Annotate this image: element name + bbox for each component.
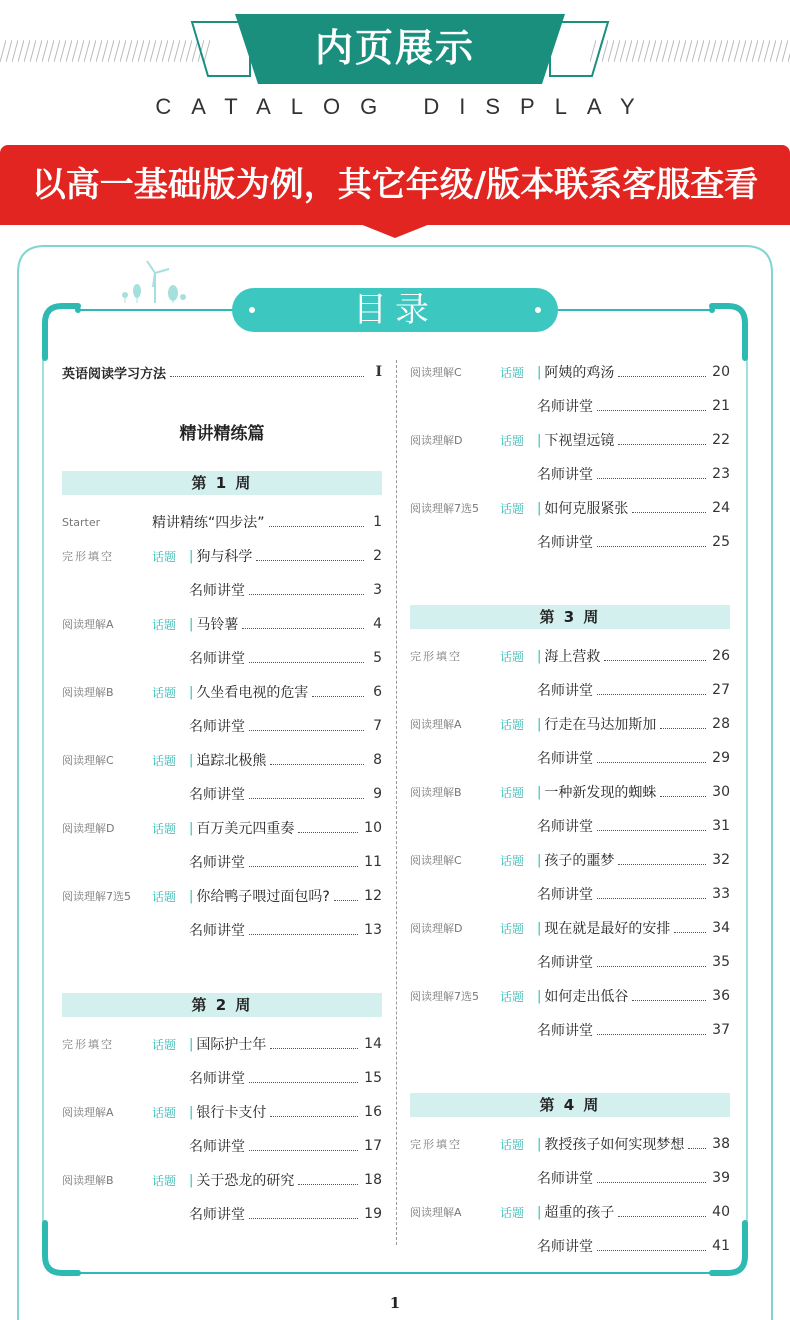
notice-pointer	[360, 224, 430, 238]
entry-title: 如何走出低谷	[544, 989, 629, 1005]
leader-dots	[597, 1250, 706, 1251]
entry-page: 6	[373, 684, 382, 700]
toc-entry[interactable]	[410, 809, 730, 843]
leader-dots	[312, 696, 364, 697]
section-label: 阅读理解7选5	[410, 990, 479, 1003]
section-label: 阅读理解D	[62, 822, 115, 835]
entry-page: 16	[364, 1104, 382, 1120]
leader-dots	[597, 546, 706, 547]
toc-entry[interactable]	[410, 877, 730, 911]
leader-dots	[170, 376, 364, 377]
toc-entry[interactable]: 阅读理解B 话题 | 久坐看电视的危害 6	[62, 684, 382, 701]
leader-dots	[688, 1148, 706, 1149]
entry-page: 26	[712, 648, 730, 664]
toc-left-column	[62, 355, 382, 1231]
entry-page: 31	[712, 818, 730, 834]
entry-page: 37	[712, 1022, 730, 1038]
leader-dots	[632, 1000, 706, 1001]
entry-title: 精讲精练“四步法”	[152, 515, 265, 531]
toc-entry[interactable]: 阅读理解D 话题 | 百万美元四重奏 10	[62, 820, 382, 837]
entry-page: 10	[364, 820, 382, 836]
leader-dots	[298, 832, 358, 833]
week-3-header: 第 3 周	[410, 605, 730, 629]
section-label: 阅读理解7选5	[410, 502, 479, 515]
toc-entry[interactable]: 阅读理解D 话题 | 下视望远镜 22	[410, 432, 730, 449]
section-label: 完形填空	[62, 550, 114, 563]
entry-title: 名师讲堂	[537, 399, 593, 415]
toc-entry[interactable]: 完形填空 话题 | 国际护士年 14	[62, 1036, 382, 1053]
topic-tag: 话题	[500, 853, 525, 868]
toc-entry[interactable]	[62, 913, 382, 947]
entry-page: 28	[712, 716, 730, 732]
leader-dots	[597, 762, 706, 763]
leader-dots	[660, 796, 706, 797]
leader-dots	[597, 966, 706, 967]
entry-page: 35	[712, 954, 730, 970]
toc-entry[interactable]	[62, 1197, 382, 1231]
entry-page: 17	[364, 1138, 382, 1154]
toc-entry[interactable]: 阅读理解7选5 话题 | 如何走出低谷 36	[410, 988, 730, 1005]
entry-page: 34	[712, 920, 730, 936]
topic-tag: 话题	[152, 753, 177, 768]
entry-title: 百万美元四重奏	[196, 821, 295, 837]
topic-tag: 话题	[500, 989, 525, 1004]
hatch-decoration-left	[0, 40, 210, 62]
entry-title: 名师讲堂	[537, 467, 593, 483]
entry-page: 24	[712, 500, 730, 516]
section-label: 阅读理解A	[62, 618, 114, 631]
entry-title: 关于恐龙的研究	[196, 1173, 295, 1189]
leader-dots	[249, 1218, 358, 1219]
topic-tag: 话题	[500, 649, 525, 664]
entry-page: 12	[364, 888, 382, 904]
entry-page: 14	[364, 1036, 382, 1052]
topic-tag: 话题	[500, 785, 525, 800]
topic-tag: 话题	[500, 433, 525, 448]
entry-page: 4	[373, 616, 382, 632]
entry-title: 教授孩子如何实现梦想	[544, 1137, 685, 1153]
entry-page: 9	[373, 786, 382, 802]
entry-page: 23	[712, 466, 730, 482]
leader-dots	[597, 694, 706, 695]
entry-page: 39	[712, 1170, 730, 1186]
leader-dots	[298, 1184, 358, 1185]
leader-dots	[604, 660, 706, 661]
toc-title: 目录	[353, 290, 437, 330]
entry-page: 5	[373, 650, 382, 666]
toc-entry[interactable]	[62, 573, 382, 607]
entry-title: 名师讲堂	[189, 583, 245, 599]
toc-entry[interactable]	[410, 741, 730, 775]
topic-tag: 话题	[152, 617, 177, 632]
entry-title: 名师讲堂	[189, 651, 245, 667]
toc-entry[interactable]	[410, 1229, 730, 1263]
entry-page: 15	[364, 1070, 382, 1086]
entry-title: 名师讲堂	[189, 1071, 245, 1087]
entry-page: 30	[712, 784, 730, 800]
toc-entry[interactable]	[62, 709, 382, 743]
toc-entry-method[interactable]	[62, 355, 382, 389]
entry-title: 名师讲堂	[189, 1207, 245, 1223]
entry-title: 名师讲堂	[189, 1139, 245, 1155]
entry-title: 久坐看电视的危害	[196, 685, 309, 701]
entry-title: 名师讲堂	[537, 535, 593, 551]
toc-entry[interactable]: 完形填空 话题 | 海上营救 26	[410, 648, 730, 665]
toc-entry[interactable]	[62, 777, 382, 811]
leader-dots	[270, 1048, 358, 1049]
entry-page: 11	[364, 854, 382, 870]
week-1-header: 第 1 周	[62, 471, 382, 495]
leader-dots	[249, 1150, 358, 1151]
topic-tag: 话题	[152, 1105, 177, 1120]
section-label: 阅读理解A	[410, 1206, 462, 1219]
entry-title: 一种新发现的蜘蛛	[544, 785, 657, 801]
section-label: 阅读理解B	[62, 1174, 114, 1187]
toc-entry[interactable]	[62, 641, 382, 675]
toc-entry[interactable]: 阅读理解B 话题 | 关于恐龙的研究 18	[62, 1172, 382, 1189]
topic-tag: 话题	[500, 501, 525, 516]
entry-page: 40	[712, 1204, 730, 1220]
leader-dots	[256, 560, 364, 561]
entry-title: 下视望远镜	[544, 433, 615, 449]
entry-page: 20	[712, 364, 730, 380]
leader-dots	[597, 410, 706, 411]
leader-dots	[618, 444, 706, 445]
section-label: 阅读理解D	[410, 434, 463, 447]
leader-dots	[597, 1034, 706, 1035]
entry-title: 名师讲堂	[537, 1171, 593, 1187]
windmill-trees-icon	[115, 255, 190, 305]
entry-title: 现在就是最好的安排	[544, 921, 671, 937]
entry-title: 名师讲堂	[537, 683, 593, 699]
entry-page: 32	[712, 852, 730, 868]
topic-tag: 话题	[500, 365, 525, 380]
entry-page: 18	[364, 1172, 382, 1188]
page-number: 1	[389, 1294, 401, 1312]
entry-page: 19	[364, 1206, 382, 1222]
entry-page: 29	[712, 750, 730, 766]
toc-entry[interactable]	[410, 457, 730, 491]
leader-dots	[597, 830, 706, 831]
leader-dots	[249, 594, 364, 595]
entry-page: 22	[712, 432, 730, 448]
entry-title: 超重的孩子	[544, 1205, 615, 1221]
entry-page: 3	[373, 582, 382, 598]
entry-page: 1	[373, 514, 382, 530]
section-label: 完形填空	[410, 650, 462, 663]
leader-dots	[597, 478, 706, 479]
leader-dots	[249, 1082, 358, 1083]
topic-tag: 话题	[152, 1173, 177, 1188]
entry-title: 名师讲堂	[537, 887, 593, 903]
topic-tag: 话题	[152, 549, 177, 564]
section-label: Starter	[62, 515, 101, 529]
topic-tag: 话题	[500, 717, 525, 732]
entry-page: 36	[712, 988, 730, 1004]
column-divider	[396, 360, 397, 1245]
entry-title: 孩子的噩梦	[544, 853, 615, 869]
entry-title: 海上营救	[544, 649, 601, 665]
toc-right-column	[410, 355, 730, 1263]
entry-title: 马铃薯	[196, 617, 239, 633]
entry-page: 7	[373, 718, 382, 734]
toc-entry[interactable]	[410, 945, 730, 979]
toc-entry[interactable]: 阅读理解C 话题 | 孩子的噩梦 32	[410, 852, 730, 869]
section-label: 阅读理解7选5	[62, 890, 131, 903]
leader-dots	[334, 900, 358, 901]
leader-dots	[618, 376, 706, 377]
entry-title: 名师讲堂	[189, 855, 245, 871]
week-2-header: 第 2 周	[62, 993, 382, 1017]
toc-entry[interactable]	[410, 525, 730, 559]
leader-dots	[249, 662, 364, 663]
entry-title: 名师讲堂	[189, 719, 245, 735]
section-label: 阅读理解B	[62, 686, 114, 699]
toc-entry[interactable]: 阅读理解A 话题 | 马铃薯 4	[62, 616, 382, 633]
entry-title: 你给鸭子喂过面包吗?	[196, 889, 330, 905]
toc-entry[interactable]	[410, 673, 730, 707]
entry-page: 21	[712, 398, 730, 414]
entry-title: 国际护士年	[196, 1037, 267, 1053]
entry-page: 13	[364, 922, 382, 938]
topic-tag: 话题	[500, 1205, 525, 1220]
entry-title: 名师讲堂	[537, 751, 593, 767]
section-label: 阅读理解D	[410, 922, 463, 935]
entry-title: 名师讲堂	[189, 787, 245, 803]
leader-dots	[249, 866, 358, 867]
toc-entry[interactable]: 阅读理解A 话题 | 超重的孩子 40	[410, 1204, 730, 1221]
entry-title: 名师讲堂	[537, 1239, 593, 1255]
toc-entry[interactable]: 阅读理解7选5 话题 | 如何克服紧张 24	[410, 500, 730, 517]
banner-title: 内页展示	[314, 26, 475, 70]
entry-title: 英语阅读学习方法	[62, 366, 167, 382]
toc-entry[interactable]	[410, 1013, 730, 1047]
section-label: 阅读理解A	[410, 718, 462, 731]
section-label: 阅读理解C	[410, 366, 462, 379]
leader-dots	[249, 730, 364, 731]
leader-dots	[597, 898, 706, 899]
entry-page: I	[375, 364, 382, 380]
leader-dots	[660, 728, 706, 729]
entry-title: 追踪北极熊	[196, 753, 267, 769]
toc-entry[interactable]: 阅读理解A 话题 | 行走在马达加斯加 28	[410, 716, 730, 733]
entry-title: 狗与科学	[196, 549, 253, 565]
topic-tag: 话题	[152, 889, 177, 904]
leader-dots	[618, 1216, 706, 1217]
toc-entry[interactable]: 完形填空 话题 | 狗与科学 2	[62, 548, 382, 565]
entry-title: 名师讲堂	[537, 819, 593, 835]
section-label: 完形填空	[62, 1038, 114, 1051]
section-label: 阅读理解C	[62, 754, 114, 767]
entry-page: 25	[712, 534, 730, 550]
toc-entry[interactable]	[62, 1061, 382, 1095]
toc-entry[interactable]	[62, 845, 382, 879]
leader-dots	[597, 1182, 706, 1183]
toc-entry[interactable]: 阅读理解B 话题 | 一种新发现的蜘蛛 30	[410, 784, 730, 801]
toc-entry[interactable]: 阅读理解7选5 话题 | 你给鸭子喂过面包吗? 12	[62, 888, 382, 905]
leader-dots	[249, 934, 358, 935]
week-4-header: 第 4 周	[410, 1093, 730, 1117]
leader-dots	[270, 1116, 358, 1117]
leader-dots	[270, 764, 364, 765]
hatch-decoration-right	[590, 40, 790, 62]
topic-tag: 话题	[152, 1037, 177, 1052]
toc-entry[interactable]: 阅读理解C 话题 | 阿姨的鸡汤 20	[410, 364, 730, 381]
entry-title: 如何克服紧张	[544, 501, 629, 517]
toc-entry[interactable]	[410, 1161, 730, 1195]
toc-entry[interactable]: 阅读理解D 话题 | 现在就是最好的安排 34	[410, 920, 730, 937]
entry-title: 阿姨的鸡汤	[544, 365, 615, 381]
toc-entry[interactable]	[62, 1129, 382, 1163]
toc-entry[interactable]: 阅读理解C 话题 | 追踪北极熊 8	[62, 752, 382, 769]
entry-title: 名师讲堂	[537, 1023, 593, 1039]
section-label: 阅读理解A	[62, 1106, 114, 1119]
leader-dots	[242, 628, 364, 629]
leader-dots	[618, 864, 706, 865]
entry-page: 27	[712, 682, 730, 698]
section-label: 阅读理解C	[410, 854, 462, 867]
notice-text: 以高一基础版为例，其它年级/版本联系客服查看	[31, 165, 759, 205]
leader-dots	[632, 512, 706, 513]
leader-dots	[249, 798, 364, 799]
leader-dots	[674, 932, 706, 933]
entry-page: 38	[712, 1136, 730, 1152]
topic-tag: 话题	[500, 1137, 525, 1152]
catalog-subtitle: CATALOG DISPLAY	[155, 94, 655, 119]
topic-tag: 话题	[500, 921, 525, 936]
topic-tag: 话题	[152, 685, 177, 700]
leader-dots	[269, 526, 364, 527]
entry-page: 41	[712, 1238, 730, 1254]
toc-entry[interactable]: 阅读理解A 话题 | 银行卡支付 16	[62, 1104, 382, 1121]
entry-title: 行走在马达加斯加	[544, 717, 657, 733]
toc-entry[interactable]: 完形填空 话题 | 教授孩子如何实现梦想 38	[410, 1136, 730, 1153]
entry-page: 2	[373, 548, 382, 564]
entry-page: 33	[712, 886, 730, 902]
entry-page: 8	[373, 752, 382, 768]
topic-tag: 话题	[152, 821, 177, 836]
toc-entry[interactable]	[410, 389, 730, 423]
entry-title: 银行卡支付	[196, 1105, 267, 1121]
toc-entry[interactable]	[62, 505, 382, 539]
section-label: 完形填空	[410, 1138, 462, 1151]
entry-title: 名师讲堂	[189, 923, 245, 939]
entry-title: 名师讲堂	[537, 955, 593, 971]
part-title: 精讲精练篇	[179, 424, 265, 444]
section-label: 阅读理解B	[410, 786, 462, 799]
